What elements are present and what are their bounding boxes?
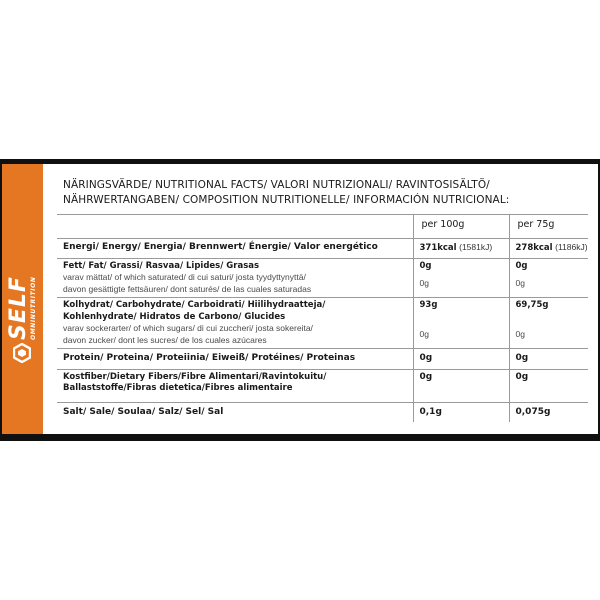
carb-per75-cell [509, 298, 588, 349]
heading-line-1: NÄRINGSVÄRDE/ NUTRITIONAL FACTS/ VALORI NUTRIZIONALI/ RAVINTOSISÄLTÖ/ [63, 179, 490, 191]
header-blank [57, 215, 413, 239]
salt-per75: 0,075g [509, 402, 588, 422]
column-header-per100: per 100g [413, 215, 509, 239]
energy-per100-kcal: 371kcal [419, 243, 457, 253]
fiber-per100: 0g [413, 369, 509, 402]
carb-sugars-label-1: varav sockerarter/ of which sugars/ di cui zuccheri/ josta sokereita/ [63, 323, 313, 333]
fat-per100-cell [413, 258, 509, 298]
hexagon-logo-icon [13, 343, 31, 363]
carb-sugars-per100: 0g [419, 329, 429, 339]
fat-label: Fett/ Fat/ Grassi/ Rasvaa/ Lipides/ Grasas [63, 260, 260, 271]
carb-label-cell [57, 298, 413, 349]
fat-per75: 0g [515, 260, 528, 271]
fiber-label-cell [57, 369, 413, 402]
protein-per75: 0g [509, 349, 588, 370]
carb-sugars-per75: 0g [515, 329, 525, 339]
fat-saturated-per100: 0g [419, 278, 429, 288]
row-fiber [57, 369, 588, 402]
row-salt [57, 402, 588, 422]
column-header-per75: per 75g [509, 215, 588, 239]
salt-label: Salt/ Sale/ Soulaa/ Salz/ Sel/ Sal [63, 406, 224, 417]
fat-per75-cell [509, 258, 588, 298]
energy-label: Energi/ Energy/ Energia/ Brennwert/ Énergie/ Valor energético [57, 239, 413, 259]
table-heading [57, 170, 588, 215]
brand-name: SELF [5, 276, 31, 340]
brand-strip [2, 164, 43, 434]
energy-per75 [509, 239, 588, 259]
row-carbohydrate [57, 298, 588, 349]
carb-per100: 93g [419, 300, 438, 310]
fat-saturated-per75: 0g [515, 278, 525, 288]
energy-per75-kj: (1186kJ) [555, 242, 588, 252]
energy-per100-kj: (1581kJ) [459, 242, 493, 252]
fat-label-cell [57, 258, 413, 298]
carb-label-1: Kolhydrat/ Carbohydrate/ Carboidrati/ Hiilihydraatteja/ [63, 300, 326, 310]
nutrition-label [2, 164, 598, 434]
carb-per75: 69,75g [515, 300, 549, 310]
fat-per100: 0g [419, 260, 432, 271]
row-protein [57, 349, 588, 370]
protein-per100: 0g [413, 349, 509, 370]
carb-per100-cell [413, 298, 509, 349]
carb-sugars-label-2: davon zucker/ dont les sucres/ de los cuales azúcares [63, 334, 267, 345]
brand-tagline: OMNINUTRITION [29, 276, 37, 340]
carb-label-2: Kohlenhydrate/ Hidratos de Carbono/ Glucides [63, 311, 286, 322]
energy-per75-kcal: 278kcal [515, 243, 553, 253]
fiber-label-1: Kostfiber/Dietary Fibers/Fibre Alimentari/Ravintokuitu/ [63, 371, 327, 382]
row-fat [57, 258, 588, 298]
fat-saturated-label-1: varav mättat/ of which saturated/ di cui saturi/ josta tyydyttynyttä/ [63, 272, 306, 282]
row-energy [57, 239, 588, 259]
fiber-per75: 0g [509, 369, 588, 402]
nutrition-table [57, 215, 588, 422]
salt-per100: 0,1g [413, 402, 509, 422]
protein-label: Protein/ Proteina/ Proteiinia/ Eiweiß/ Protéines/ Proteinas [57, 349, 413, 370]
heading-line-2: NÄHRWERTANGABEN/ COMPOSITION NUTRITIONELLE/ INFORMACIÓN NUTRICIONAL: [63, 194, 510, 206]
energy-per100 [413, 239, 509, 259]
nutrition-table-wrap [57, 170, 588, 422]
brand-logo [5, 214, 39, 424]
fat-saturated-label-2: davon gesättigte fettsäuren/ dont saturés/ de las cuales saturadas [63, 283, 312, 294]
fiber-label-2: Ballaststoffe/Fibras dietetica/Fibres alimentaire [63, 383, 293, 393]
column-header-row [57, 215, 588, 239]
